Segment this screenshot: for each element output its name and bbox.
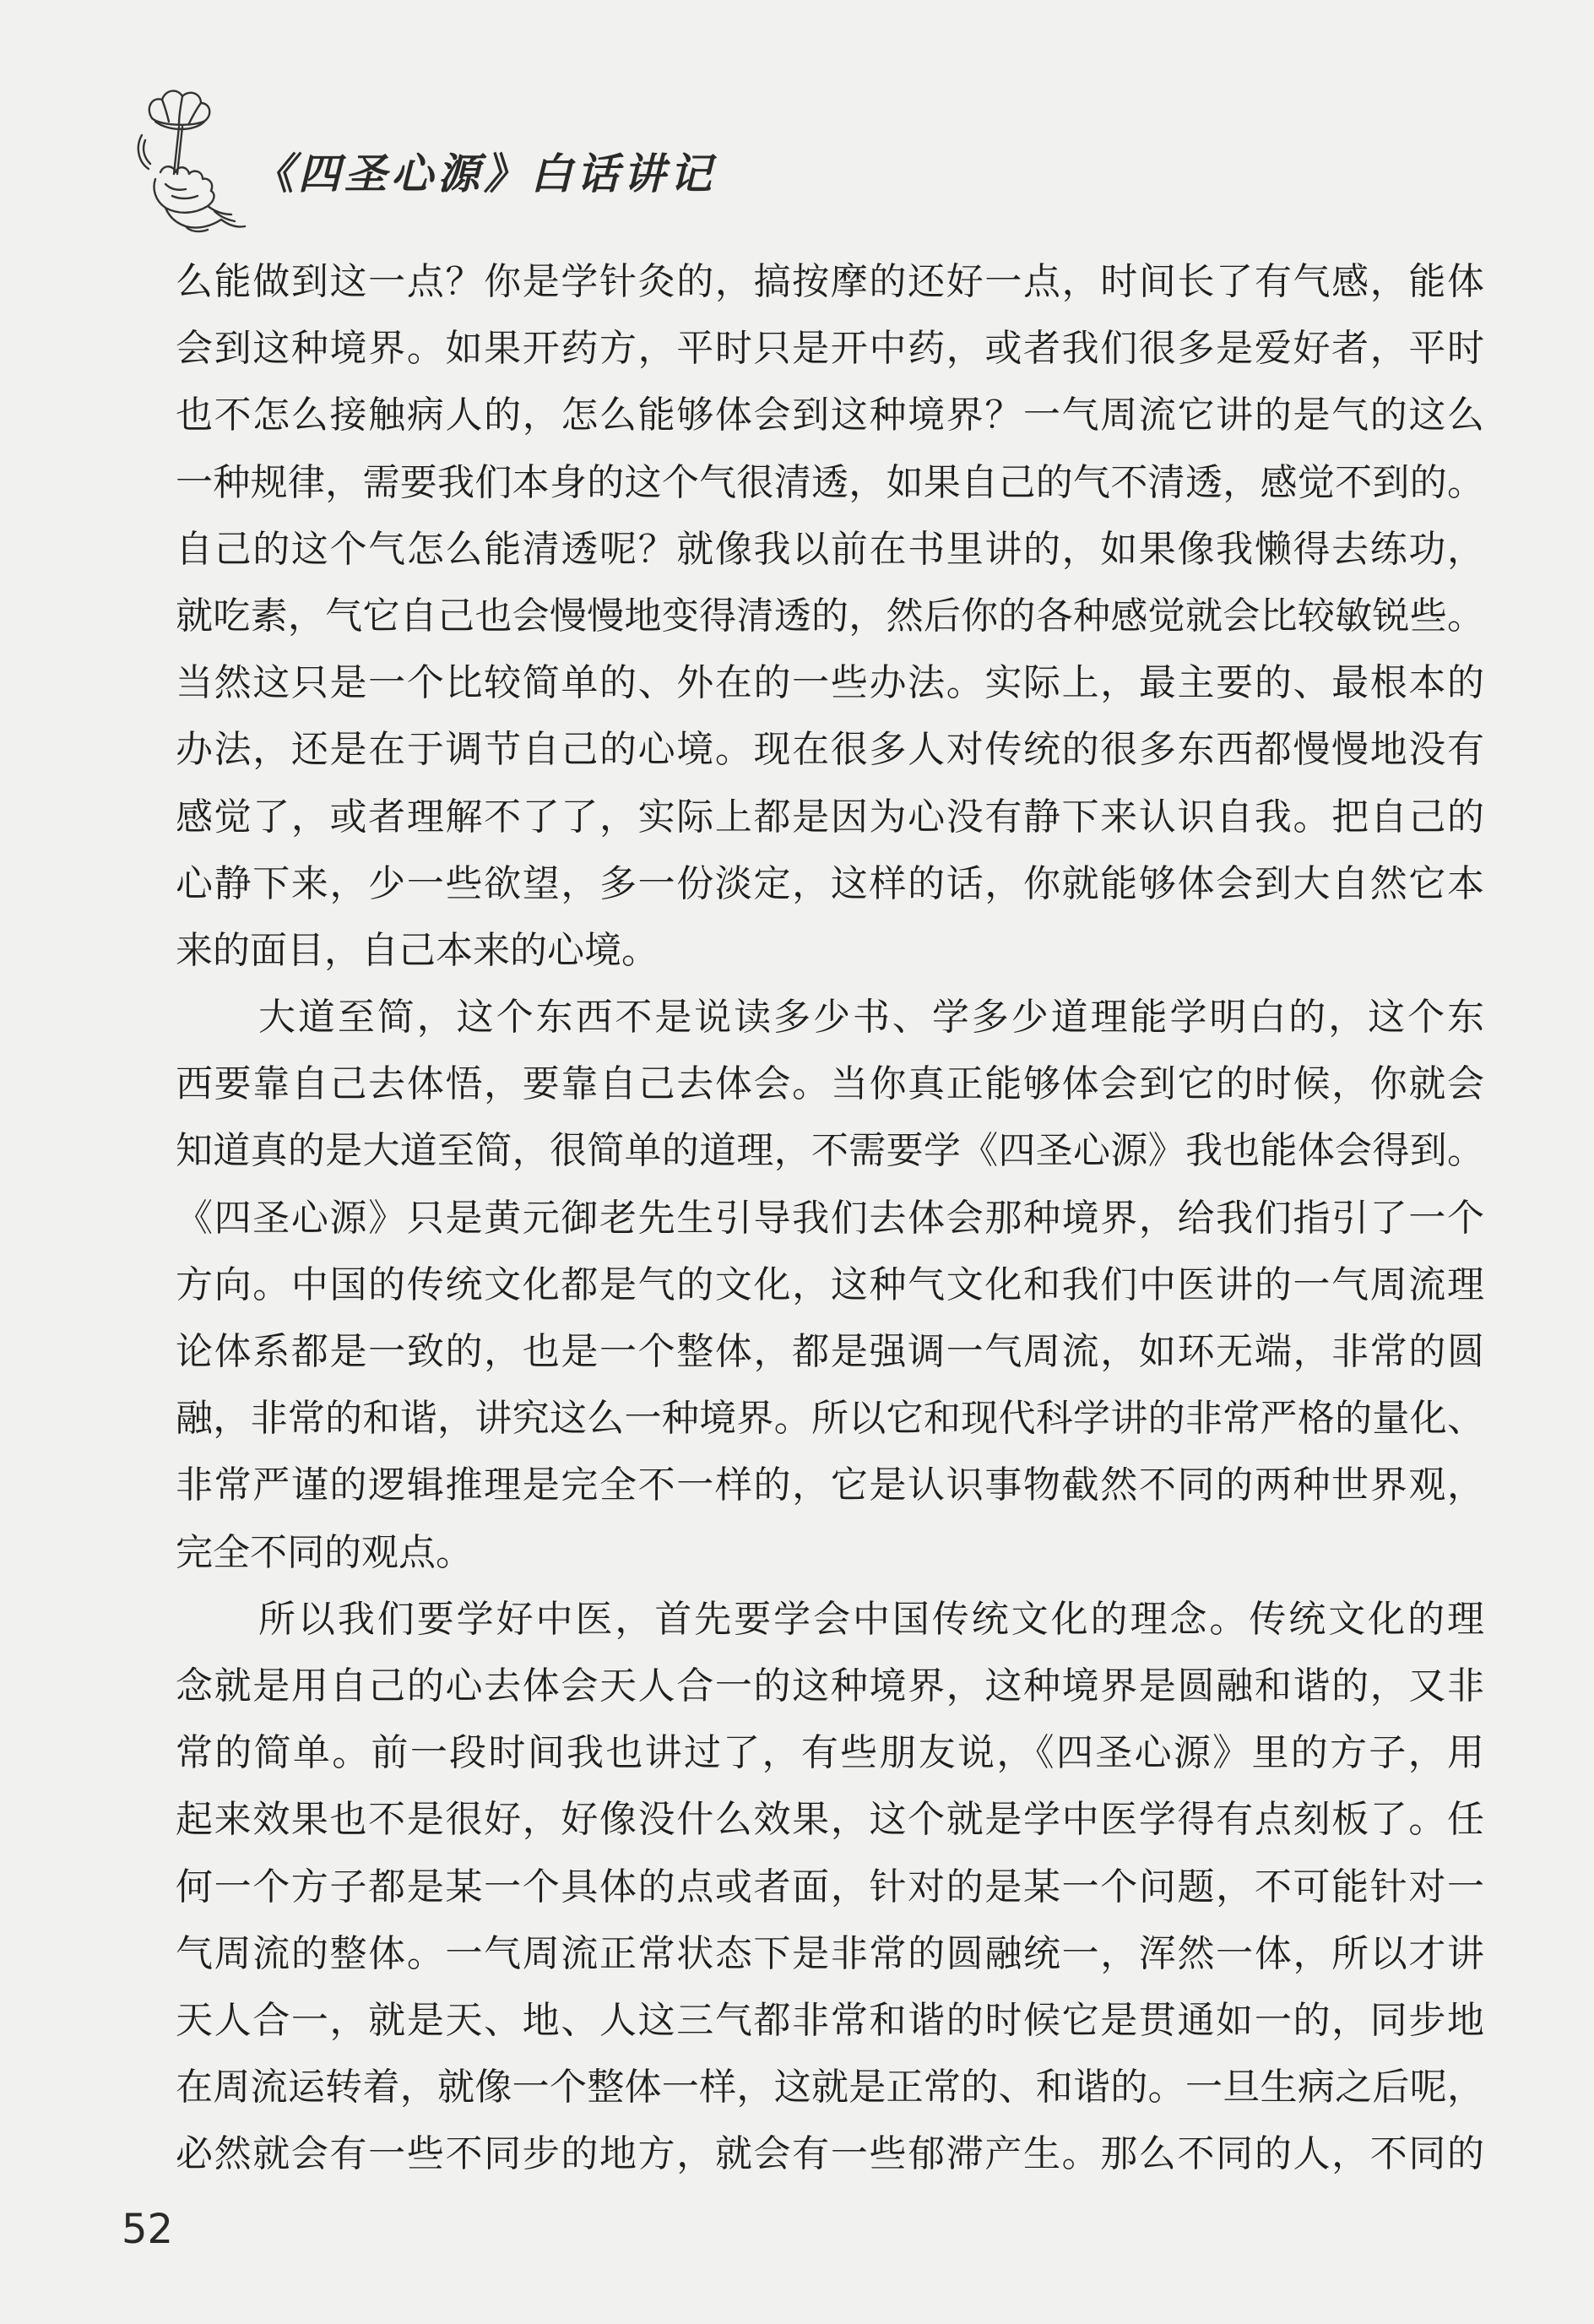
text-line: 在周流运转着，就像一个整体一样，这就是正常的、和谐的。一旦生病之后呢， <box>176 2066 1484 2110</box>
text-line: 必然就会有一些不同步的地方，就会有一些郁滞产生。那么不同的人，不同的 <box>176 2132 1484 2176</box>
text-line: 就吃素，气它自己也会慢慢地变得清透的，然后你的各种感觉就会比较敏锐些。 <box>176 594 1484 638</box>
lotus-hand-icon <box>127 84 253 236</box>
text-line: 天人合一，就是天、地、人这三气都非常和谐的时候它是贯通如一的，同步地 <box>176 1998 1484 2042</box>
text-line: 何一个方子都是某一个具体的点或者面，针对的是某一个问题，不可能针对一 <box>176 1865 1484 1909</box>
text-line: 办法，还是在于调节自己的心境。现在很多人对传统的很多东西都慢慢地没有 <box>176 728 1484 772</box>
text-line: 方向。中国的传统文化都是气的文化，这种气文化和我们中医讲的一气周流理 <box>176 1262 1484 1306</box>
book-title: 《四圣心源》白话讲记 <box>252 149 716 198</box>
text-line: 论体系都是一致的，也是一个整体，都是强调一气周流，如环无端，非常的圆 <box>176 1330 1484 1373</box>
text-line: 知道真的是大道至简，很简单的道理，不需要学《四圣心源》我也能体会得到。 <box>176 1129 1484 1173</box>
paragraph-first-line: 大道至简，这个东西不是说读多少书、学多少道理能学明白的，这个东 <box>258 996 1484 1040</box>
text-line: 一种规律，需要我们本身的这个气很清透，如果自己的气不清透，感觉不到的。 <box>176 460 1484 504</box>
text-line: 会到这种境界。如果开药方，平时只是开中药，或者我们很多是爱好者，平时 <box>176 327 1484 371</box>
text-line: 气周流的整体。一气周流正常状态下是非常的圆融统一，浑然一体，所以才讲 <box>176 1931 1484 1975</box>
text-line: 融，非常的和谐，讲究这么一种境界。所以它和现代科学讲的非常严格的量化、 <box>176 1397 1484 1441</box>
text-line: 自己的这个气怎么能清透呢？就像我以前在书里讲的，如果像我懒得去练功， <box>176 527 1484 571</box>
body-text <box>176 248 1484 2187</box>
text-line: 来的面目，自己本来的心境。 <box>176 928 659 972</box>
text-line: 么能做到这一点？你是学针灸的，搞按摩的还好一点，时间长了有气感，能体 <box>176 260 1484 303</box>
text-line: 也不怎么接触病人的，怎么能够体会到这种境界？一气周流它讲的是气的这么 <box>176 394 1484 437</box>
paragraph-first-line: 所以我们要学好中医，首先要学会中国传统文化的理念。传统文化的理 <box>258 1597 1484 1641</box>
text-line: 心静下来，少一些欲望，多一份淡定，这样的话，你就能够体会到大自然它本 <box>176 861 1484 905</box>
text-line: 《四圣心源》只是黄元御老先生引导我们去体会那种境界，给我们指引了一个 <box>176 1196 1484 1240</box>
text-line: 完全不同的观点。 <box>176 1530 473 1574</box>
running-header <box>127 84 802 245</box>
text-line: 非常严谨的逻辑推理是完全不一样的，它是认识事物截然不同的两种世界观， <box>176 1463 1484 1507</box>
text-line: 起来效果也不是很好，好像没什么效果，这个就是学中医学得有点刻板了。任 <box>176 1798 1484 1842</box>
text-line: 念就是用自己的心去体会天人合一的这种境界，这种境界是圆融和谐的，又非 <box>176 1664 1484 1708</box>
text-line: 常的简单。前一段时间我也讲过了，有些朋友说，《四圣心源》里的方子，用 <box>176 1731 1484 1775</box>
text-line: 感觉了，或者理解不了了，实际上都是因为心没有静下来认识自我。把自己的 <box>176 795 1484 839</box>
text-line: 西要靠自己去体悟，要靠自己去体会。当你真正能够体会到它的时候，你就会 <box>176 1062 1484 1106</box>
text-line: 当然这只是一个比较简单的、外在的一些办法。实际上，最主要的、最根本的 <box>176 661 1484 705</box>
page-number: 52 <box>122 2206 174 2253</box>
